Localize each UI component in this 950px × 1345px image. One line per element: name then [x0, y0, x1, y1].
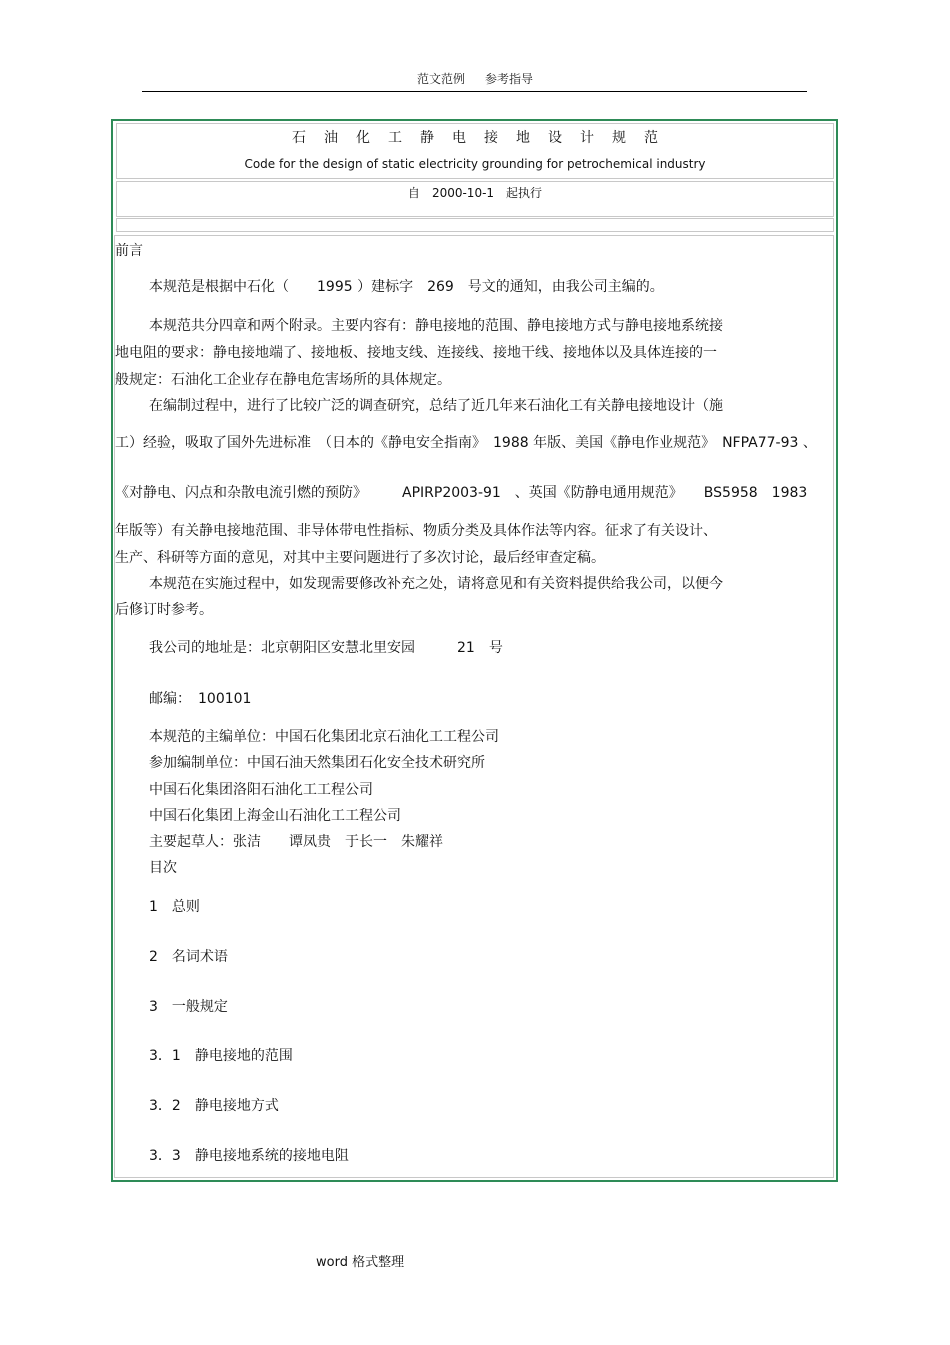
paragraph-1: 本规范是根据中石化（ 1995 ）建标字 269 号文的通知，由我公司主编的。 [149, 279, 664, 295]
preface-heading: 前言 [115, 243, 143, 259]
paragraph-3-line-1: 在编制过程中，进行了比较广泛的调查研究，总结了近几年来石油化工有关静电接地设计（施 [149, 398, 723, 414]
document-title-cn: 石油化工静电接地设计规范 [292, 130, 676, 146]
header-rule [142, 91, 807, 92]
address-line: 我公司的地址是：北京朝阳区安慧北里安园 21 号 [149, 640, 503, 656]
effective-suffix: 起执行 [506, 186, 543, 200]
toc-item: 2 名词术语 [149, 949, 228, 965]
paragraph-4-line-2: 后修订时参考。 [115, 602, 213, 618]
toc-heading: 目次 [149, 860, 177, 876]
header-right: 参考指导 [485, 72, 534, 86]
running-header [0, 70, 950, 87]
toc-item: 3．1 静电接地的范围 [149, 1048, 293, 1064]
postcode-line: 邮编： 100101 [149, 691, 252, 707]
paragraph-3-line-4: 年版等）有关静电接地范围、非导体带电性指标、物质分类及具体作法等内容。征求了有关设计、 [115, 523, 717, 539]
toc-item: 3．2 静电接地方式 [149, 1098, 279, 1114]
editor-main-unit: 本规范的主编单位：中国石化集团北京石油化工工程公司 [149, 729, 499, 745]
effective-date: 2000-10-1 [431, 186, 495, 200]
editor-unit-shanghai: 中国石化集团上海金山石油化工工程公司 [149, 808, 401, 824]
toc-item: 3 一般规定 [149, 999, 228, 1015]
paragraph-2-line-2: 地电阻的要求：静电接地端了、接地板、接地支线、连接线、接地干线、接地体以及具体连接的一 [115, 345, 717, 361]
document-title-en: Code for the design of static electricity grounding for petrochemical industry [244, 157, 706, 171]
editor-participating-unit: 参加编制单位：中国石油天然集团石化安全技术研究所 [149, 755, 485, 771]
editor-unit-luoyang: 中国石化集团洛阳石油化工工程公司 [149, 782, 373, 798]
toc-item: 3．3 静电接地系统的接地电阻 [149, 1148, 349, 1164]
paragraph-2-line-1: 本规范共分四章和两个附录。主要内容有：静电接地的范围、静电接地方式与静电接地系统接 [149, 318, 723, 334]
effective-date-line [0, 184, 950, 201]
effective-prefix: 自 [407, 186, 420, 200]
main-drafters: 主要起草人：张洁 谭凤贵 于长一 朱耀祥 [149, 834, 443, 850]
paragraph-3-line-5: 生产、科研等方面的意见，对其中主要问题进行了多次讨论，最后经审查定稿。 [115, 550, 605, 566]
separator-cell [116, 218, 834, 232]
toc-item: 1 总则 [149, 899, 200, 915]
page-footer: word 格式整理 [316, 1255, 405, 1270]
header-left: 范文范例 [416, 72, 465, 86]
paragraph-2-line-3: 般规定：石油化工企业存在静电危害场所的具体规定。 [115, 372, 451, 388]
paragraph-4-line-1: 本规范在实施过程中，如发现需要修改补充之处，请将意见和有关资料提供给我公司，以便今 [149, 576, 723, 592]
paragraph-3-line-3: 《对静电、闪点和杂散电流引燃的预防》 APIRP2003-91 、英国《防静电通用规范》 BS5958 1983 [115, 485, 808, 501]
paragraph-3-line-2: 工）经验，吸取了国外先进标准 （日本的《静电安全指南》 1988 年版、美国《静电作业规范》 NFPA77-93 、 [115, 435, 817, 451]
